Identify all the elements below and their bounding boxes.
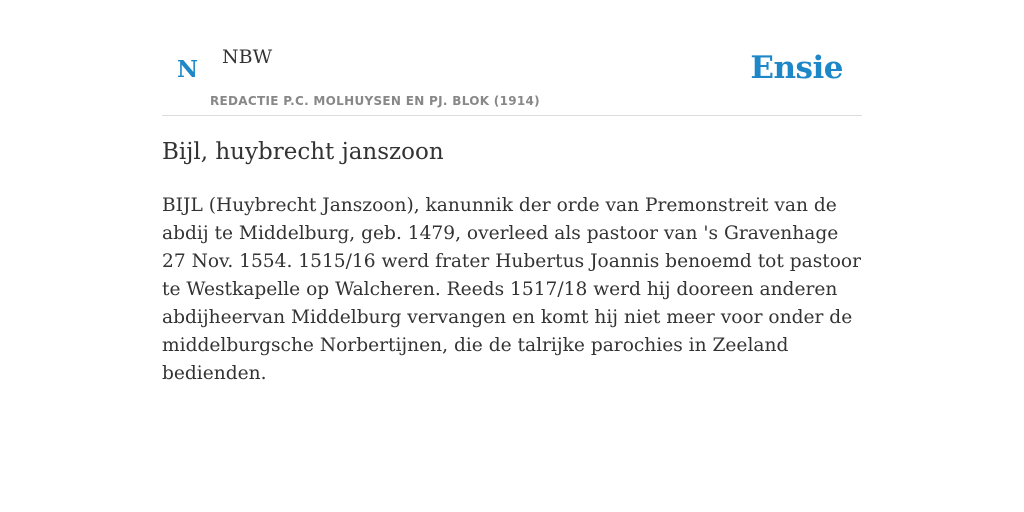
article-body: BIJL (Huybrecht Janszoon), kanunnik der orde van Premonstreit van de abdij te Middelburg, geb. 1479, overleed als pastoor van 's Gravenhage 27 Nov. 1554. 1515/16 werd frater Hubertus Joannis benoemd tot pastoor te Westkapelle op Walcheren. Reeds 1517/18 werd hij dooreen anderen abdijheervan Middelburg vervangen en komt hij niet meer voor onder de middelburgsche Norbertijnen, die de talrijke parochies in Zeeland bedienden. [162,195,862,384]
article-title: Bijl, huybrecht janszoon [162,139,444,165]
source-name: NBW [222,46,273,68]
page-header [162,0,862,116]
page-container [162,0,862,384]
source-subtitle: REDACTIE P.C. MOLHUYSEN EN PJ. BLOK (1914) [210,94,540,108]
ensie-logo-link[interactable]: Ensie [750,50,843,86]
source-logo-link[interactable]: N [177,56,199,83]
